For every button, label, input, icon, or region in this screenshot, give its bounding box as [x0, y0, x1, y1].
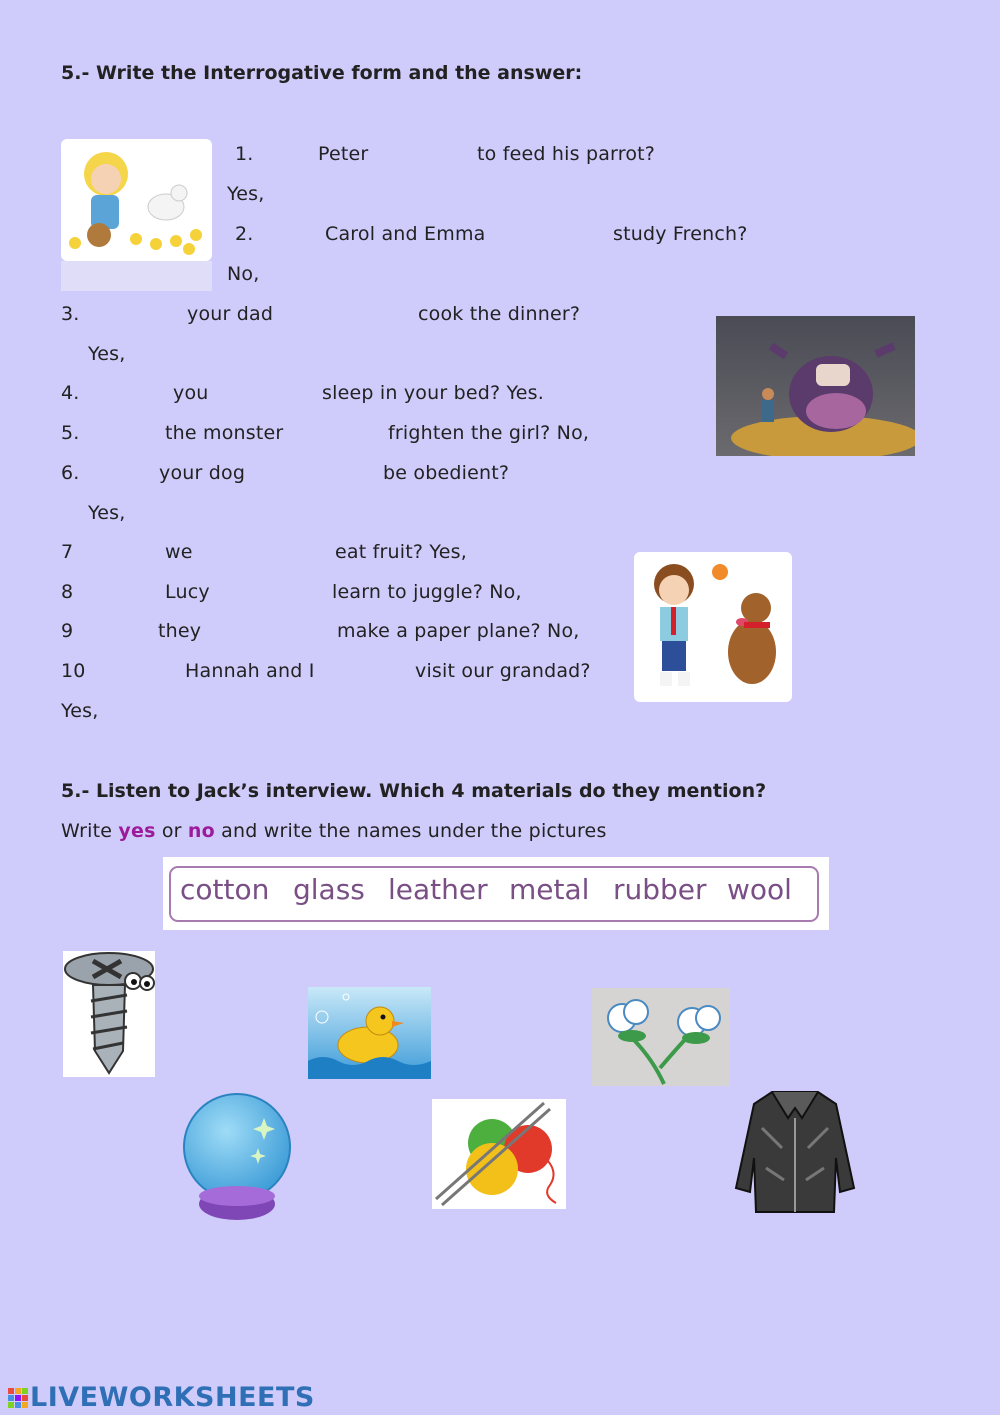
instruction-or: or [155, 820, 188, 842]
item-3-rest: cook the dinner? [418, 303, 581, 325]
item-10-answer: Yes, [61, 700, 99, 722]
item-2-number: 2. [235, 223, 254, 245]
girl-ducks-picture [61, 139, 212, 291]
item-1-answer: Yes, [227, 183, 265, 205]
boy-dog-picture [634, 552, 792, 702]
word-glass: glass [293, 873, 365, 906]
item-10-number: 10 [61, 660, 86, 682]
item-3-number: 3. [61, 303, 80, 325]
item-9-rest: make a paper plane? No, [337, 620, 580, 642]
item-5-subject: the monster [165, 422, 284, 444]
item-1-rest: to feed his parrot? [477, 143, 656, 165]
item-4-number: 4. [61, 382, 80, 404]
item-1-subject: Peter [318, 143, 369, 165]
cotton-plant-picture [592, 988, 730, 1086]
crystal-ball-picture [182, 1092, 292, 1222]
item-7-number: 7 [61, 541, 74, 563]
item-4-subject: you [173, 382, 209, 404]
word-metal: metal [509, 873, 590, 906]
item-8-subject: Lucy [165, 581, 210, 603]
item-6-number: 6. [61, 462, 80, 484]
rubber-duck-picture [308, 987, 431, 1079]
word-wool: wool [727, 873, 792, 906]
screw-picture [63, 951, 155, 1077]
item-3-subject: your dad [187, 303, 274, 325]
leather-jacket-picture [732, 1088, 858, 1216]
instruction-pre: Write [61, 820, 119, 842]
section1-title: 5.- Write the Interrogative form and the answer: [61, 62, 583, 84]
item-9-number: 9 [61, 620, 74, 642]
monster-picture [716, 316, 915, 456]
instruction-post: and write the names under the pictures [214, 820, 607, 842]
word-bank [163, 857, 829, 930]
item-6-rest: be obedient? [383, 462, 510, 484]
item-7-subject: we [165, 541, 193, 563]
word-rubber: rubber [613, 873, 707, 906]
logo-text: LIVEWORKSHEETS [30, 1382, 315, 1413]
item-8-number: 8 [61, 581, 74, 603]
item-3-answer: Yes, [88, 343, 126, 365]
item-5-rest: frighten the girl? No, [388, 422, 590, 444]
section2-title: 5.- Listen to Jack’s interview. Which 4 materials do they mention? [61, 780, 767, 802]
item-4-rest: sleep in your bed? Yes. [322, 382, 545, 404]
word-leather: leather [388, 873, 488, 906]
item-2-answer: No, [227, 263, 260, 285]
yes-word: yes [118, 820, 156, 842]
item-10-subject: Hannah and I [185, 660, 315, 682]
item-6-answer: Yes, [88, 502, 126, 524]
item-2-rest: study French? [613, 223, 748, 245]
item-6-subject: your dog [159, 462, 246, 484]
item-10-rest: visit our grandad? [415, 660, 591, 682]
item-2-subject: Carol and Emma [325, 223, 486, 245]
logo-grid-icon [8, 1384, 28, 1404]
item-8-rest: learn to juggle? No, [332, 581, 522, 603]
wool-yarn-picture [432, 1099, 566, 1209]
item-5-number: 5. [61, 422, 80, 444]
no-word: no [187, 820, 215, 842]
item-1-number: 1. [235, 143, 254, 165]
item-9-subject: they [158, 620, 202, 642]
section2-instruction [61, 820, 607, 842]
word-cotton: cotton [180, 873, 270, 906]
liveworksheets-logo [8, 1382, 315, 1413]
item-7-rest: eat fruit? Yes, [335, 541, 467, 563]
